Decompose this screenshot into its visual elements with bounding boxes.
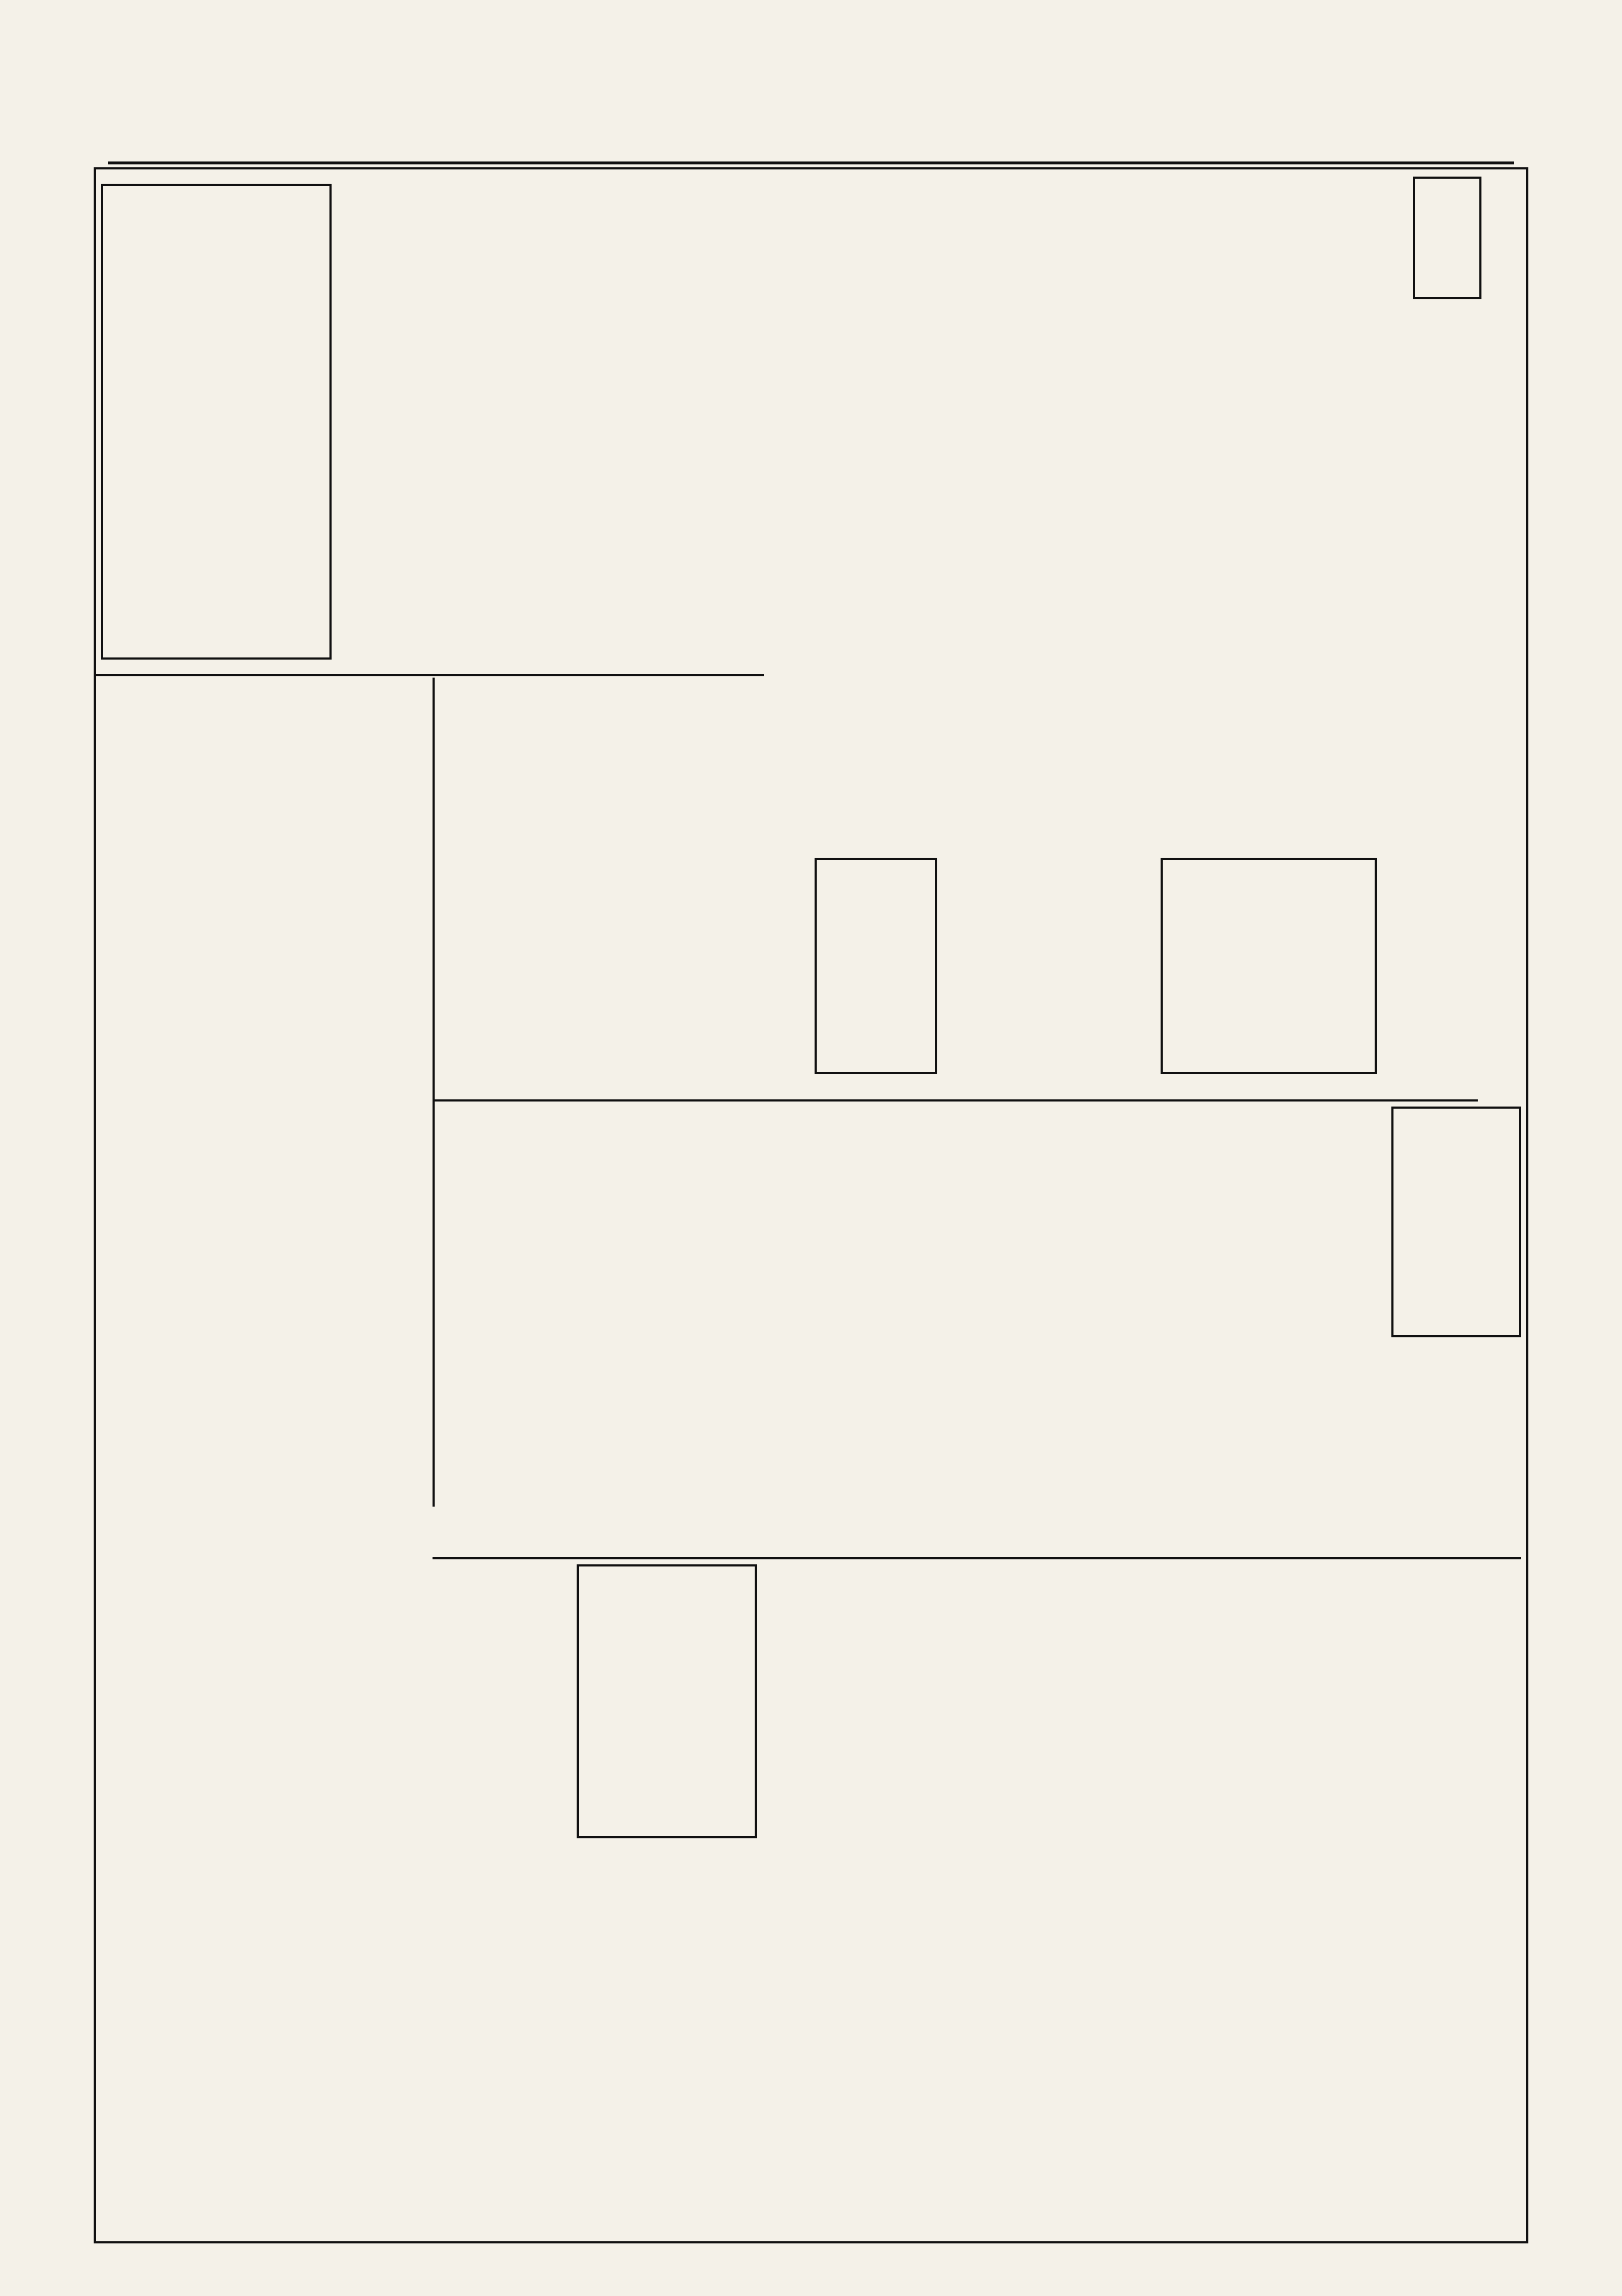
suiyuan-body [1161,1107,1384,1553]
us-consul-body [944,1564,1024,1838]
column-label-box [1413,177,1481,299]
ambassador-body [944,858,973,1074]
shanghai-body [613,858,807,1096]
eastsea-body [894,1107,934,1316]
stats-table [1161,858,1377,1074]
propaganda-box [577,1564,757,1838]
suiyuan-body-2 [1391,1348,1521,1557]
nanjing-body [937,1107,1024,1301]
rule [433,678,435,1507]
propaganda-body-2 [577,1845,750,2235]
north-china-body [815,1319,980,1557]
japan-body [110,200,218,647]
shanghai-head-box [815,858,937,1074]
suiyuan-box [1391,1107,1521,1337]
left-body [346,180,562,663]
yellow-river-body-3 [101,1514,425,2235]
yellow-river-body [101,681,368,1510]
rule [94,674,764,676]
zhejiang-body-2 [440,1107,642,1510]
propaganda-body [440,1564,570,2235]
japan-box [101,184,332,660]
rule [433,1557,1521,1559]
main-body-mid [959,180,1153,851]
yellow-river-body-2 [440,681,606,1042]
pinghan-body [757,1845,1117,2235]
zhejiang-body [706,1107,836,1316]
main-body-left [764,180,952,851]
chiang-body-2 [1132,1564,1341,2235]
masthead [108,130,1514,164]
rule [433,1099,1478,1102]
